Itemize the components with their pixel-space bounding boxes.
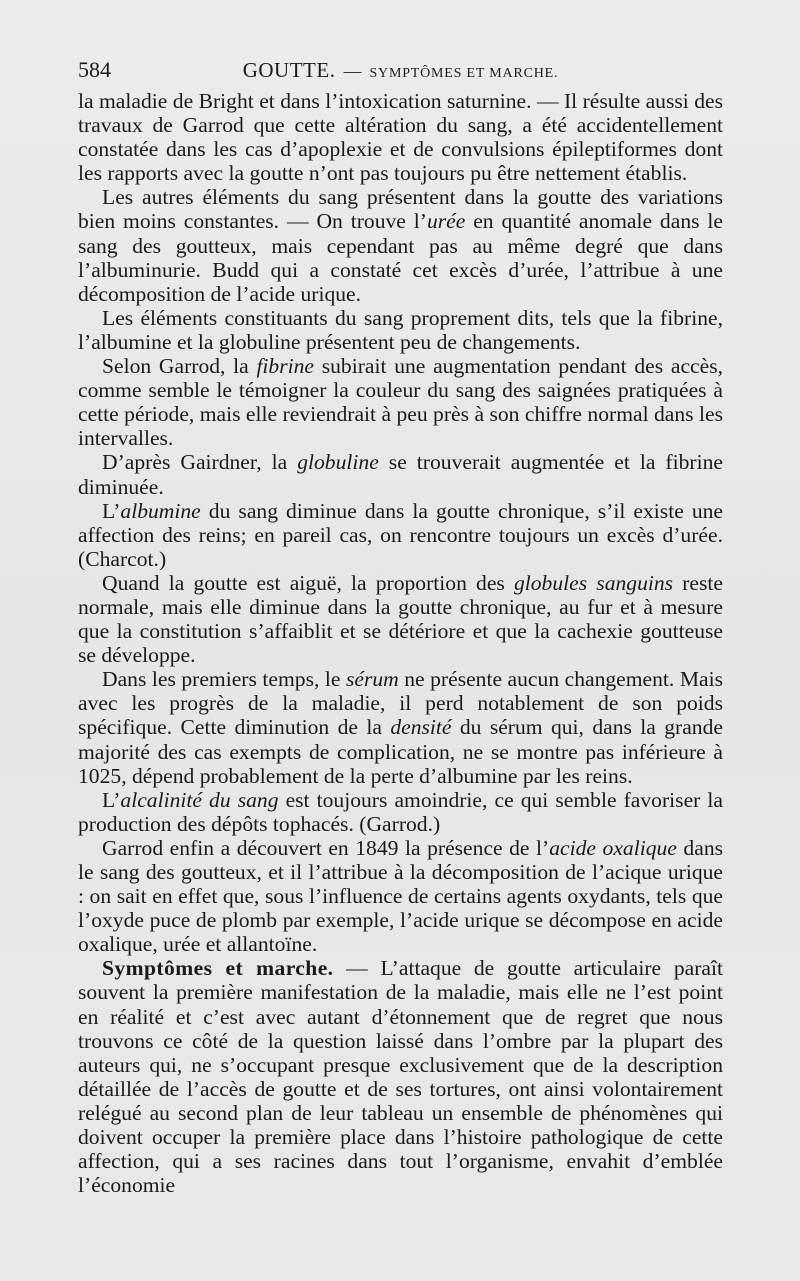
italic-term: fibrine: [256, 354, 315, 379]
section-heading: Symptômes et marche.: [102, 956, 334, 981]
running-title-main: GOUTTE.: [242, 58, 336, 82]
running-title: [78, 56, 723, 88]
paragraph: Selon Garrod, la fibrine subirait une augmentation pendant des accès, comme semble le témoigner la couleur du sang des saignées pratiquées à cette période, mais elle reviendrait à peu près à son chiffre normal dans les intervalles.: [78, 354, 723, 451]
italic-term: densité: [390, 715, 452, 740]
paragraph: Dans les premiers temps, le sérum ne présente aucun changement. Mais avec les progrès de la maladie, il perd notablement de son poids spécifique. Cette diminution de la densité du sérum qui, dans la grande majorité des cas exempts de complication, ne se montre pas inférieure à 1025, dépend probablement de la perte d’albumine par les reins.: [78, 667, 724, 788]
paragraph: L’alcalinité du sang est toujours amoindrie, ce qui semble favoriser la production des dépôts tophacés. (Garrod.): [78, 787, 723, 836]
italic-term: urée: [426, 209, 466, 234]
italic-term: albumine: [120, 498, 201, 523]
running-title-sub: SYMPTÔMES ET MARCHE.: [369, 66, 559, 81]
paragraph: Les éléments constituants du sang proprement dits, tels que la fibrine, l’albumine et la globuline présentent peu de changements.: [78, 305, 723, 354]
italic-term: globules sanguins: [513, 570, 674, 595]
paragraph: D’après Gairdner, la globuline se trouverait augmentée et la fibrine diminuée.: [78, 450, 723, 499]
paragraph: Quand la goutte est aiguë, la proportion des globules sanguins reste normale, mais elle diminue dans la goutte chronique, au fur et à mesure que la constitution s’affaiblit et se détériore et que la cachexie goutteuse se développe.: [78, 570, 723, 668]
italic-term: acide oxalique: [549, 835, 677, 860]
italic-term: alcalinité du sang: [120, 787, 279, 812]
italic-term: sérum: [345, 667, 399, 692]
paragraph: Garrod enfin a découvert en 1849 la présence de l’acide oxalique dans le sang des goutteux, et il l’attribue à la décomposition de l’acique urique : on sait en effet que, sous l’influence de certains agents oxydants, tels que l’oxyde puce de plomb par exemple, l’acide urique se décompose en acide oxalique, urée et allantoïne.: [78, 835, 724, 957]
italic-term: globuline: [297, 450, 379, 475]
paragraph: Les autres éléments du sang présentent dans la goutte des variations bien moins constantes. — On trouve l’urée en quantité anomale dans le sang des goutteux, mais cependant pas au même degré que dans l’albuminurie. Budd qui a constaté cet excès d’urée, l’attribue à une décomposition de l’acide urique.: [78, 185, 723, 306]
paragraph: la maladie de Bright et dans l’intoxication saturnine. — Il résulte aussi des travaux de Garrod que cette altération du sang, a été accidentellement constatée dans les cas d’apoplexie et de convulsions épileptiformes dont les rapports avec la goutte n’ont pas toujours pu être nettement établis.: [78, 89, 723, 186]
running-title-dash: —: [343, 61, 362, 81]
page-number: 584: [78, 57, 111, 82]
paragraph: Symptômes et marche. — L’attaque de goutte articulaire paraît souvent la première manifestation de la maladie, mais elle ne l’est point en réalité et c’est avec autant d’étonnement que de regret que nous trouvons ce côté de la question laissé dans l’ombre par la plupart des auteurs qui, ne s’occupant presque exclusivement que de la description détaillée de l’accès de goutte et de ses tortures, ont ainsi volontairement relégué au second plan de leur tableau un ensemble de phénomènes qui doivent occuper la première place dans l’histoire pathologique de cette affection, qui a ses racines dans tout l’organisme, envahit d’emblée l’économie: [78, 956, 723, 1198]
page-header: [78, 56, 723, 84]
body-text: [78, 89, 723, 1197]
paragraph: L’albumine du sang diminue dans la goutte chronique, s’il existe une affection des reins; en pareil cas, on rencontre toujours un excès d’urée. (Charcot.): [78, 498, 723, 571]
